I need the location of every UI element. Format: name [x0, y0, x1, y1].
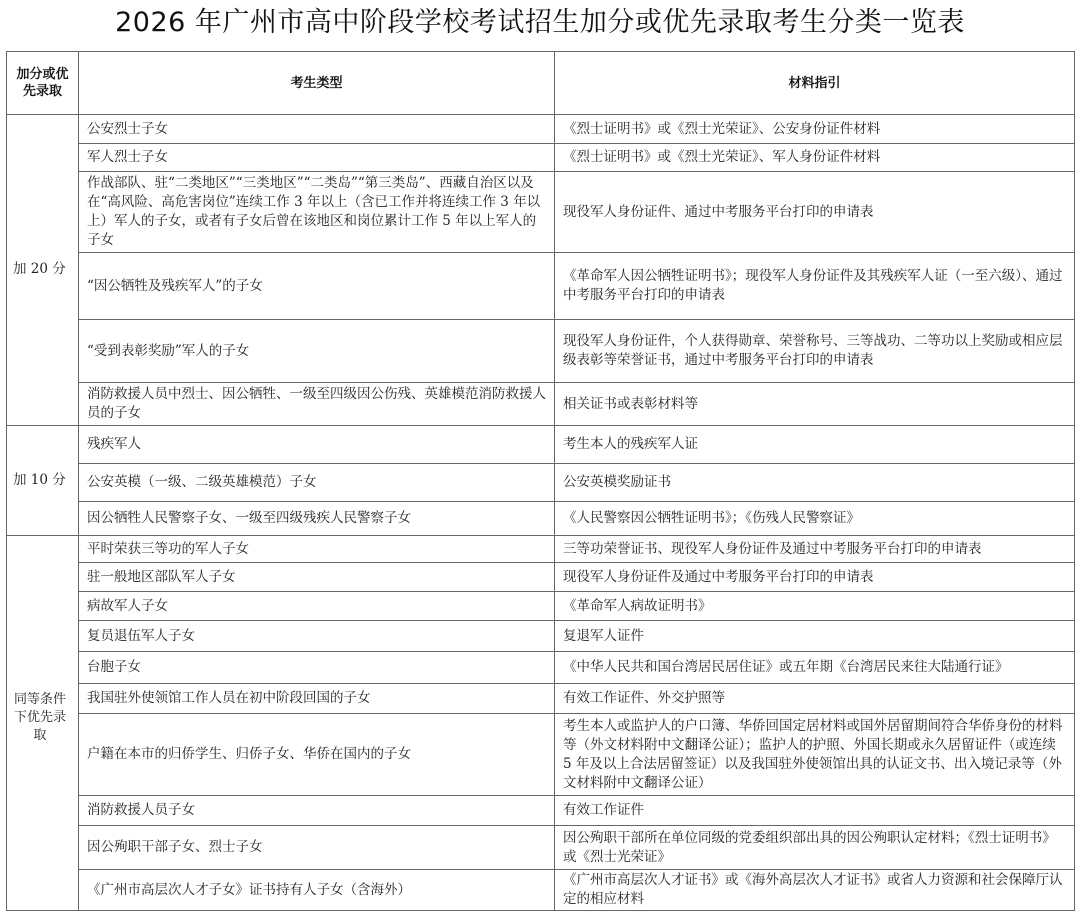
table-row	[7, 320, 1075, 383]
table-row	[7, 684, 1075, 714]
header-category: 加分或优先录取	[7, 52, 79, 115]
material-cell: 公安英模奖励证书	[555, 464, 1075, 502]
table-row	[7, 172, 1075, 253]
header-row	[7, 52, 1075, 115]
table-row	[7, 383, 1075, 426]
type-cell: 台胞子女	[79, 652, 555, 684]
material-cell: 《广州市高层次人才证书》或《海外高层次人才证书》或省人力资源和社会保障厅认定的相应材料	[555, 870, 1075, 911]
type-cell: 病故军人子女	[79, 592, 555, 621]
table-row	[7, 426, 1075, 464]
category-cell	[7, 115, 79, 426]
table-row	[7, 563, 1075, 592]
type-cell: 军人烈士子女	[79, 144, 555, 172]
category-cell	[7, 536, 79, 911]
type-cell: 消防救援人员子女	[79, 796, 555, 826]
material-cell: 考生本人或监护人的户口簿、华侨回国定居材料或国外居留期间符合华侨身份的材料等（外文材料附中文翻译公证）；监护人的护照、外国长期或永久居留证件（或连续 5 年及以上合法居留签证）以及我国驻外使领馆出具的认证文书、出入境记录等（外文材料附中文翻译公证）	[555, 714, 1075, 796]
category-cell	[7, 426, 79, 536]
material-cell: 三等功荣誉证书、现役军人身份证件及通过中考服务平台打印的申请表	[555, 536, 1075, 563]
type-cell: 公安烈士子女	[79, 115, 555, 144]
type-cell: 户籍在本市的归侨学生、归侨子女、华侨在国内的子女	[79, 714, 555, 796]
table-row	[7, 253, 1075, 320]
type-cell: 因公牺牲人民警察子女、一级至四级残疾人民警察子女	[79, 502, 555, 536]
table-row	[7, 536, 1075, 563]
type-cell: 驻一般地区部队军人子女	[79, 563, 555, 592]
table-row	[7, 115, 1075, 144]
material-cell: 相关证书或表彰材料等	[555, 383, 1075, 426]
type-cell: 消防救援人员中烈士、因公牺牲、一级至四级因公伤残、英雄模范消防救援人员的子女	[79, 383, 555, 426]
category-label: 同等条件下优先录取	[13, 692, 66, 743]
material-cell: 现役军人身份证件，个人获得勋章、荣誉称号、三等战功、二等功以上奖励或相应层级表彰等荣誉证书，通过中考服务平台打印的申请表	[555, 320, 1075, 383]
table-row	[7, 592, 1075, 621]
material-cell: 因公殉职干部所在单位同级的党委组织部出具的因公殉职认定材料；《烈士证明书》或《烈士光荣证》	[555, 826, 1075, 870]
type-cell: 作战部队、驻“二类地区”“三类地区”“二类岛”“第三类岛”、西藏自治区以及在“高风险、高危害岗位”连续工作 3 年以上（含已工作并将连续工作 3 年以上）军人的子女，或者有子女后曾在该地区和岗位累计工作 5 年以上军人的子女	[79, 172, 555, 253]
table-row	[7, 652, 1075, 684]
material-cell: 复退军人证件	[555, 621, 1075, 652]
table-row	[7, 144, 1075, 172]
type-cell: “因公牺牲及残疾军人”的子女	[79, 253, 555, 320]
material-cell: 现役军人身份证件、通过中考服务平台打印的申请表	[555, 172, 1075, 253]
type-cell: 《广州市高层次人才子女》证书持有人子女（含海外）	[79, 870, 555, 911]
table-row	[7, 796, 1075, 826]
table-row	[7, 870, 1075, 911]
type-cell: 公安英模（一级、二级英雄模范）子女	[79, 464, 555, 502]
type-cell: 复员退伍军人子女	[79, 621, 555, 652]
category-label: 加 10 分	[13, 472, 66, 488]
material-cell: 《烈士证明书》或《烈士光荣证》、公安身份证件材料	[555, 115, 1075, 144]
material-cell: 《烈士证明书》或《烈士光荣证》、军人身份证件材料	[555, 144, 1075, 172]
type-cell: 残疾军人	[79, 426, 555, 464]
type-cell: “受到表彰奖励”军人的子女	[79, 320, 555, 383]
material-cell: 有效工作证件	[555, 796, 1075, 826]
material-cell: 现役军人身份证件及通过中考服务平台打印的申请表	[555, 563, 1075, 592]
type-cell: 因公殉职干部子女、烈士子女	[79, 826, 555, 870]
type-cell: 平时荣获三等功的军人子女	[79, 536, 555, 563]
material-cell: 《人民警察因公牺牲证明书》；《伤残人民警察证》	[555, 502, 1075, 536]
material-cell: 《革命军人病故证明书》	[555, 592, 1075, 621]
material-cell: 有效工作证件、外交护照等	[555, 684, 1075, 714]
material-cell: 《革命军人因公牺牲证明书》；现役军人身份证件及其残疾军人证（一至六级）、通过中考服务平台打印的申请表	[555, 253, 1075, 320]
material-cell: 《中华人民共和国台湾居民居住证》或五年期《台湾居民来往大陆通行证》	[555, 652, 1075, 684]
page-title: 2026 年广州市高中阶段学校考试招生加分或优先录取考生分类一览表	[115, 7, 965, 38]
header-type: 考生类型	[79, 52, 555, 115]
material-cell: 考生本人的残疾军人证	[555, 426, 1075, 464]
table-row	[7, 464, 1075, 502]
table-row	[7, 502, 1075, 536]
table-row	[7, 826, 1075, 870]
table-row	[7, 621, 1075, 652]
category-label: 加 20 分	[13, 261, 66, 277]
header-material: 材料指引	[555, 52, 1075, 115]
admission-table	[6, 51, 1075, 911]
type-cell: 我国驻外使领馆工作人员在初中阶段回国的子女	[79, 684, 555, 714]
table-row	[7, 714, 1075, 796]
